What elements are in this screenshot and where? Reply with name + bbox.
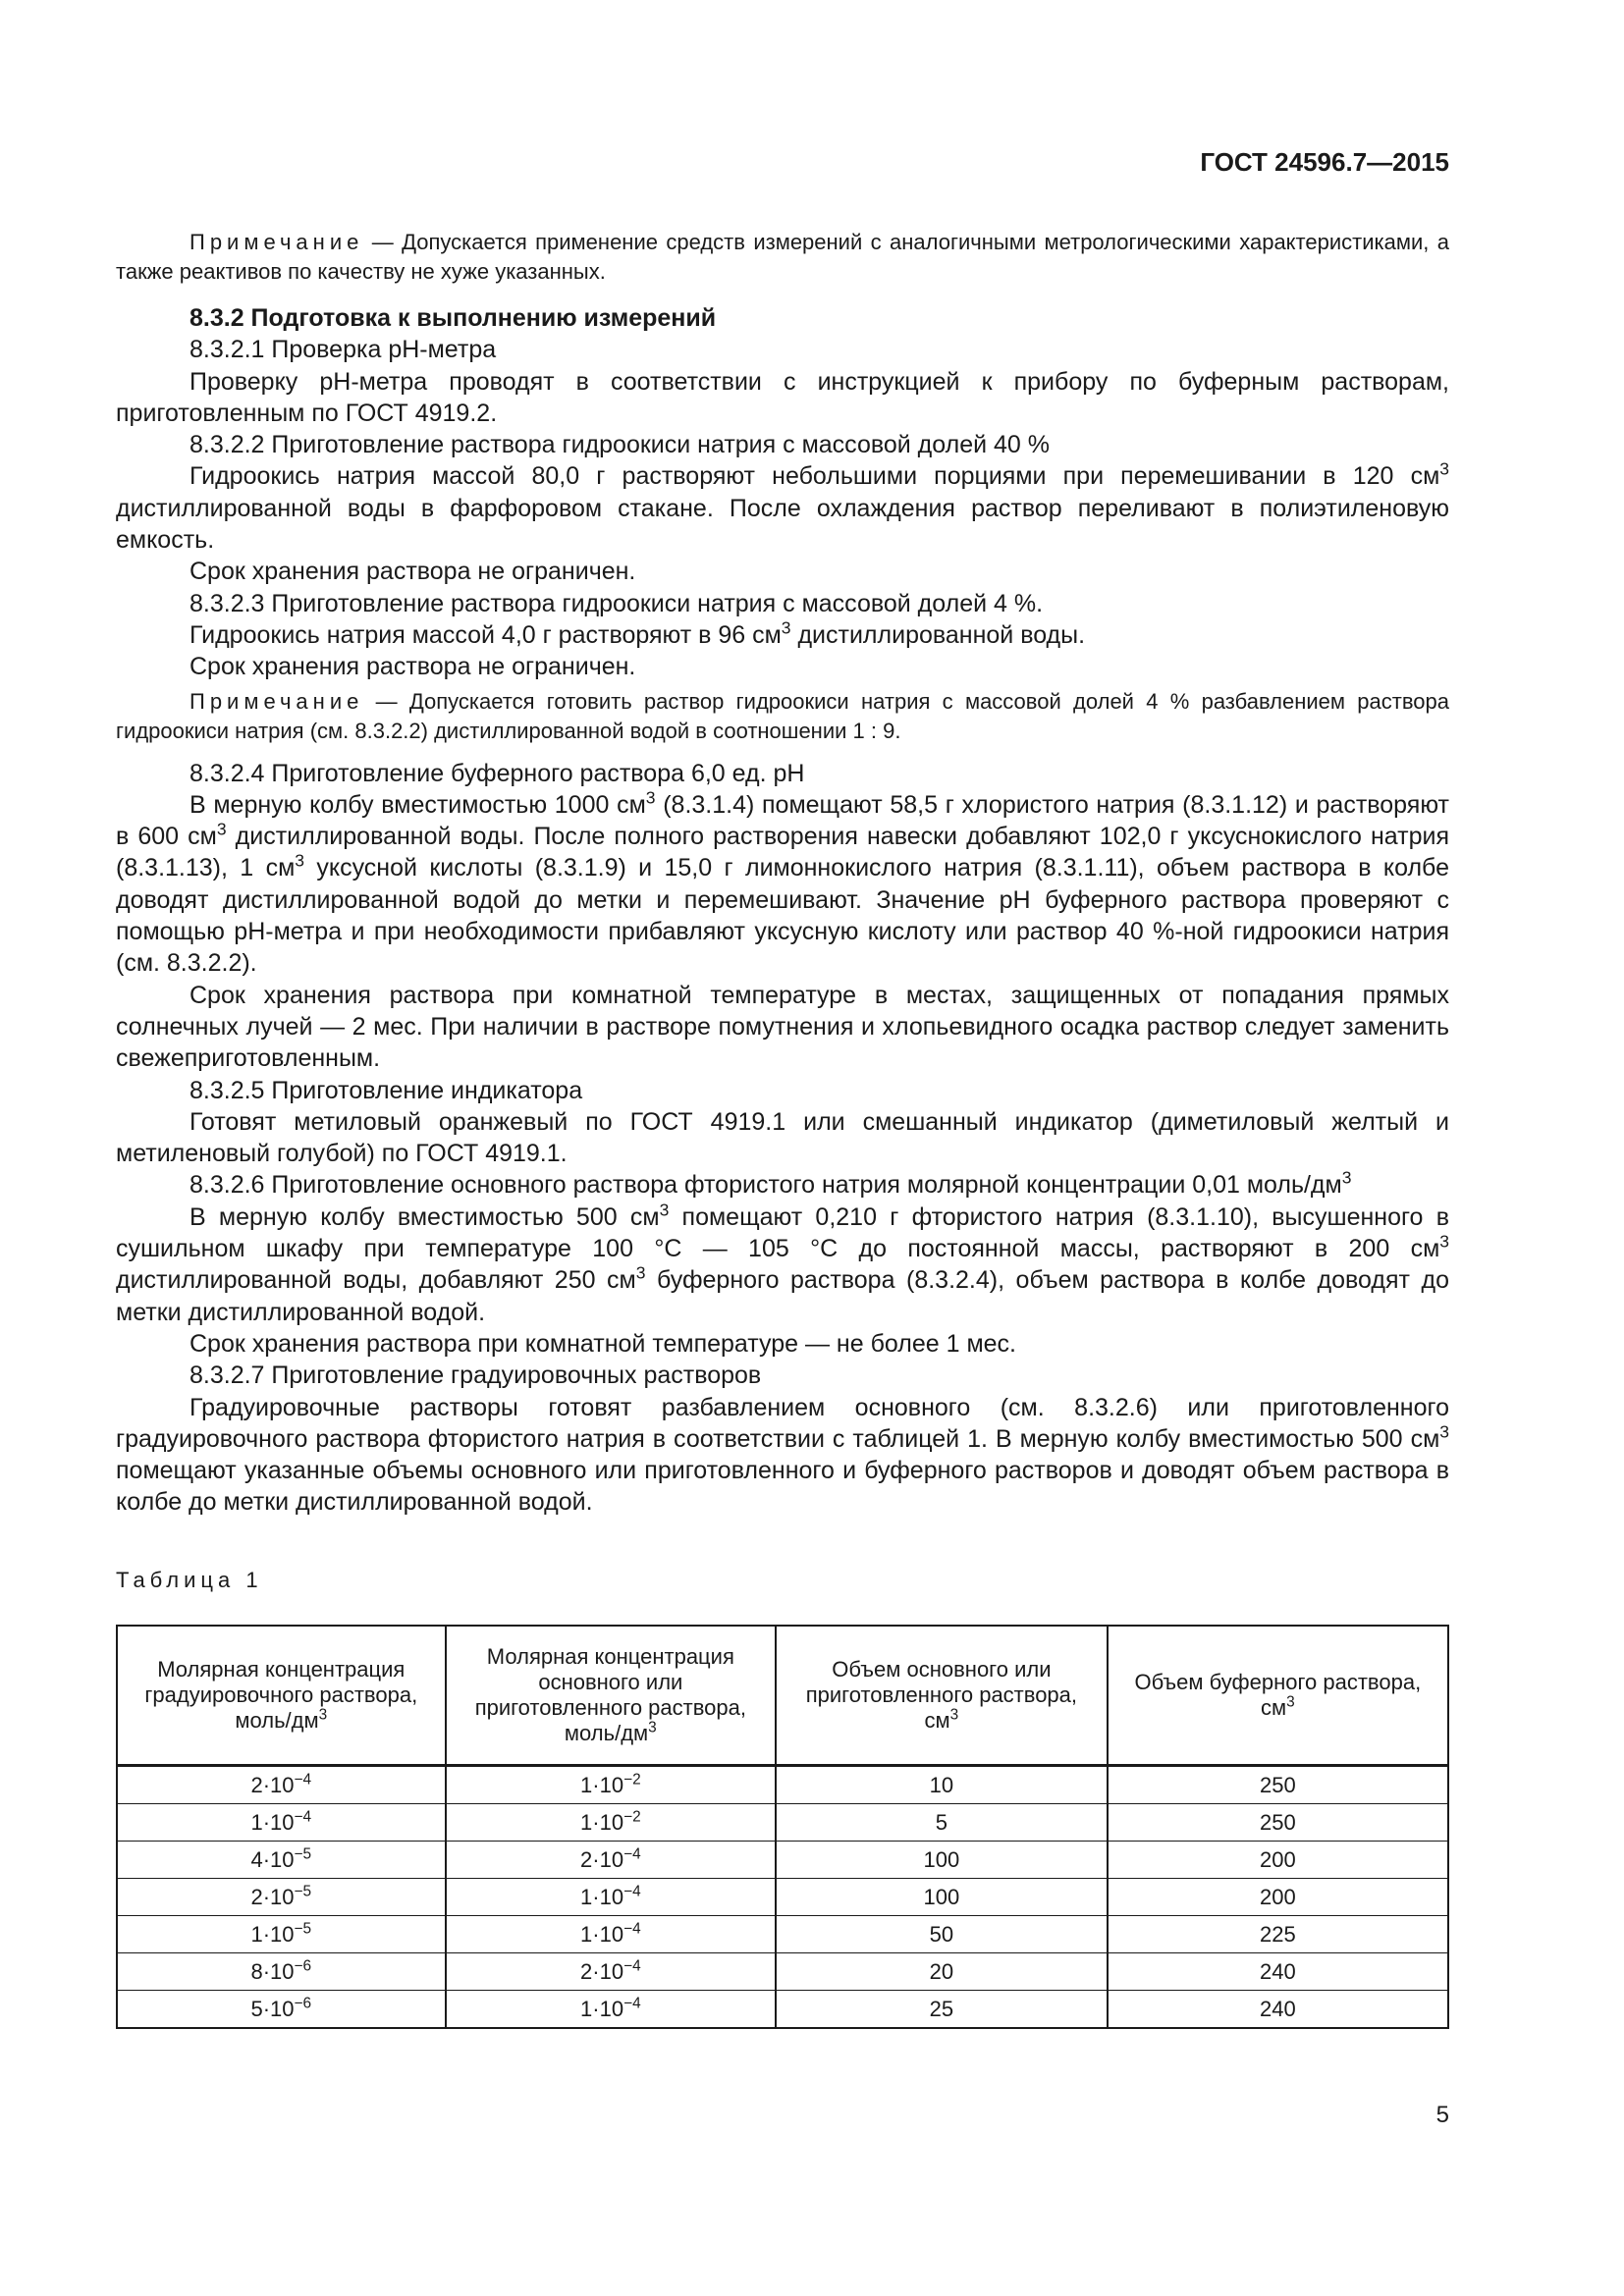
- table-cell: 200: [1108, 1879, 1448, 1916]
- table-row: [117, 1879, 1448, 1916]
- subsection-8-3-2-7-title: 8.3.2.7 Приготовление градуировочных растворов: [189, 1362, 762, 1390]
- table-row: [117, 1991, 1448, 2029]
- table-cell: 50: [776, 1916, 1108, 1953]
- subsection-8-3-2-6-storage: Срок хранения раствора при комнатной температуре — не более 1 мес.: [189, 1329, 1016, 1358]
- table-caption: Таблица 1: [116, 1568, 263, 1592]
- table-cell: $1\cdot 10^{-4}$: [446, 1991, 777, 2029]
- table-row: [117, 1916, 1448, 1953]
- table-cell: $2\cdot 10^{-4}$: [117, 1766, 446, 1804]
- note-1-label: Примечание: [189, 230, 364, 254]
- note-2: [116, 687, 1449, 746]
- subsection-8-3-2-5-title: 8.3.2.5 Приготовление индикатора: [189, 1076, 583, 1104]
- table-row: [117, 1842, 1448, 1879]
- subsection-8-3-2-2-title: 8.3.2.2 Приготовление раствора гидроокиси натрия с массовой долей 40 %: [189, 431, 1050, 459]
- calibration-table: [116, 1625, 1449, 2029]
- table-cell: $4\cdot 10^{-5}$: [117, 1842, 446, 1879]
- page-number: 5: [1435, 2102, 1449, 2128]
- table-header-row: [117, 1626, 1448, 1766]
- table-cell: 200: [1108, 1842, 1448, 1879]
- document-body: [116, 228, 1449, 1519]
- note-1: [116, 228, 1449, 287]
- table-cell: 240: [1108, 1953, 1448, 1991]
- subsection-8-3-2-4-title: 8.3.2.4 Приготовление буферного раствора 6,0 ед. рН: [189, 759, 805, 787]
- table-cell: 100: [776, 1842, 1108, 1879]
- subsection-8-3-2-3-text: Гидроокись натрия массой 4,0 г растворяют в 96 $см^3$ дистиллированной воды.: [189, 617, 1086, 649]
- table-cell: 10: [776, 1766, 1108, 1804]
- subsection-8-3-2-1-title: 8.3.2.1 Проверка рН-метра: [189, 336, 497, 364]
- section-heading: 8.3.2 Подготовка к выполнению измерений: [189, 304, 717, 332]
- table-row: [117, 1766, 1448, 1804]
- note-1-text: — Допускается применение средств измерений с аналогичными метрологическими характеристиками, а также реактивов по качеству не хуже указанных.: [116, 230, 1449, 284]
- subsection-8-3-2-4-text: В мерную колбу вместимостью 1000 $см^3$ (8.3.1.4) помещают 58,5 г хлористого натрия (8.3.1.12) и растворяют в 600 $см^3$ дистиллированной воды. После полного растворения навески добавляют 102,0 г уксуснокислого натрия (8.3.1.13), 1 $см^3$ уксусной кислоты (8.3.1.9) и 15,0 г лимоннокислого натрия (8.3.1.11), объем раствора в колбе доводят дистиллированной водой до метки и перемешивают. Значение рН буферного раствора проверяют с помощью рН-метра и при необходимости прибавляют уксусную кислоту или раствор 40 %-ной гидроокиси натрия (см. 8.3.2.2).: [116, 787, 1450, 978]
- header-cell: Объем буферного раствора, $см^3$: [1108, 1626, 1448, 1766]
- table-cell: $1\cdot 10^{-4}$: [446, 1879, 777, 1916]
- table-cell: 240: [1108, 1991, 1448, 2029]
- subsection-8-3-2-6-title: 8.3.2.6 Приготовление основного раствора фтористого натрия молярной концентрации 0,01 моль/$дм^3$: [189, 1167, 1352, 1200]
- subsection-8-3-2-2-storage: Срок хранения раствора не ограничен.: [189, 558, 636, 586]
- table-cell: 5: [776, 1804, 1108, 1842]
- table-cell: $2\cdot 10^{-4}$: [446, 1953, 777, 1991]
- subsection-8-3-2-7-text: Градуировочные растворы готовят разбавлением основного (см. 8.3.2.6) или приготовленного градуировочного раствора фтористого натрия в соответствии с таблицей 1. В мерную колбу вместимостью 500 $см^3$ помещают указанные объемы основного или приготовленного и буферного растворов и доводят объем раствора в колбе до метки дистиллированной водой.: [116, 1393, 1449, 1517]
- table-cell: $2\cdot 10^{-5}$: [117, 1879, 446, 1916]
- table-row: [117, 1953, 1448, 1991]
- subsection-8-3-2-2-text: Гидроокись натрия массой 80,0 г растворяют небольшими порциями при перемешивании в 120 $см^3$ дистиллированной воды в фарфоровом стакане. После охлаждения раствор переливают в полиэтиленовую емкость.: [116, 458, 1449, 555]
- table-cell: $8\cdot 10^{-6}$: [117, 1953, 446, 1991]
- subsection-8-3-2-1-text: Проверку рН-метра проводят в соответствии с инструкцией к прибору по буферным растворам, приготовленным по ГОСТ 4919.2.: [116, 367, 1449, 427]
- standard-code-header: ГОСТ 24596.7—2015: [1200, 147, 1449, 177]
- table-cell: 100: [776, 1879, 1108, 1916]
- table-cell: 20: [776, 1953, 1108, 1991]
- table-cell: $1\cdot 10^{-5}$: [117, 1916, 446, 1953]
- subsection-8-3-2-4-storage: Срок хранения раствора при комнатной температуре в местах, защищенных от попадания прямых солнечных лучей — 2 мес. При наличии в растворе помутнения и хлопьевидного осадка раствор следует заменить свежеприготовленным.: [116, 981, 1449, 1073]
- table-cell: $2\cdot 10^{-4}$: [446, 1842, 777, 1879]
- header-cell: Молярная концентрация основного или приготовленного раствора, моль/$дм^3$: [446, 1626, 777, 1766]
- header-cell: Объем основного или приготовленного раствора, $см^3$: [776, 1626, 1108, 1766]
- subsection-8-3-2-3-title: 8.3.2.3 Приготовление раствора гидроокиси натрия с массовой долей 4 %.: [189, 589, 1044, 617]
- header-cell: Молярная концентрация градуировочного раствора, моль/$дм^3$: [117, 1626, 446, 1766]
- note-2-text: — Допускается готовить раствор гидроокиси натрия с массовой долей 4 % разбавлением раствора гидроокиси натрия (см. 8.3.2.2) дистиллированной водой в соотношении 1 : 9.: [116, 688, 1449, 743]
- subsection-8-3-2-5-text: Готовят метиловый оранжевый по ГОСТ 4919.1 или смешанный индикатор (диметиловый желтый и метиленовый голубой) по ГОСТ 4919.1.: [116, 1107, 1449, 1168]
- table-cell: $1\cdot 10^{-4}$: [446, 1916, 777, 1953]
- table-cell: 250: [1108, 1804, 1448, 1842]
- table-row: [117, 1804, 1448, 1842]
- subsection-8-3-2-6-text: В мерную колбу вместимостью 500 $см^3$ помещают 0,210 г фтористого натрия (8.3.1.10), высушенного в сушильном шкафу при температуре 100 °С — 105 °С до постоянной массы, растворяют в 200 $см^3$ дистиллированной воды, добавляют 250 $см^3$ буферного раствора (8.3.2.4), объем раствора в колбе доводят до метки дистиллированной водой.: [116, 1200, 1449, 1326]
- table-cell: $5\cdot 10^{-6}$: [117, 1991, 446, 2029]
- subsection-8-3-2-3-storage: Срок хранения раствора не ограничен.: [189, 653, 636, 681]
- table-cell: $1\cdot 10^{-2}$: [446, 1766, 777, 1804]
- table-cell: $1\cdot 10^{-2}$: [446, 1804, 777, 1842]
- note-2-label: Примечание: [189, 688, 364, 714]
- table-cell: 25: [776, 1991, 1108, 2029]
- table-cell: 225: [1108, 1916, 1448, 1953]
- table-cell: $1\cdot 10^{-4}$: [117, 1804, 446, 1842]
- table-cell: 250: [1108, 1766, 1448, 1804]
